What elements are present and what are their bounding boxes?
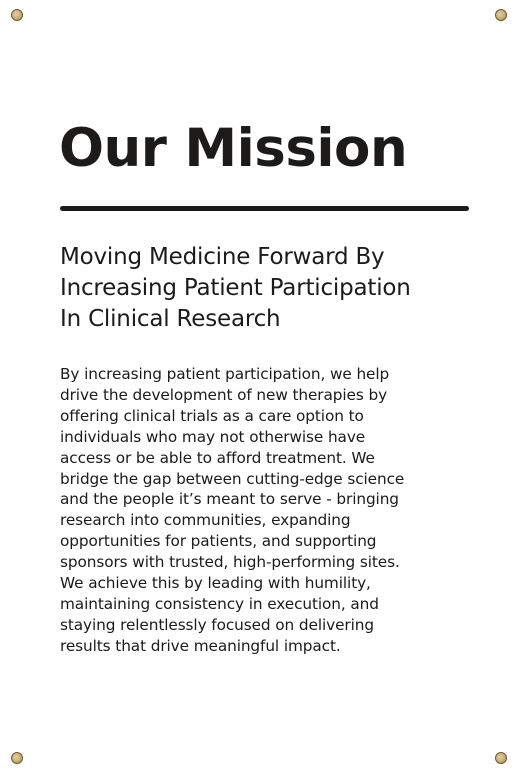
body-line: and the people it’s meant to serve - bringing [60,490,399,509]
mission-body [60,364,480,657]
subtitle-line: Increasing Patient Participation [60,275,411,301]
body-line: research into communities, expanding [60,511,351,530]
body-line: sponsors with trusted, high-performing sites. [60,553,400,572]
body-line: access or be able to afford treatment. We [60,448,375,467]
grommet-top-right [495,9,507,21]
body-line: By increasing patient participation, we help [60,365,390,383]
grommet-top-left [11,9,23,21]
body-line: maintaining consistency in execution, and [60,594,379,613]
subtitle-line: In Clinical Research [60,306,281,332]
body-line: opportunities for patients, and supporting [60,532,377,551]
body-line: individuals who may not otherwise have [60,427,366,446]
body-line: results that drive meaningful impact. [60,636,341,655]
body-line: staying relentlessly focused on delivering [60,615,374,634]
subtitle [60,242,480,335]
body-line: bridge the gap between cutting-edge science [60,469,405,488]
grommet-bottom-right [495,752,507,764]
subtitle-line: Moving Medicine Forward By [60,244,385,270]
grommet-bottom-left [11,752,23,764]
body-line: drive the development of new therapies by [60,385,388,404]
page-title: Our Mission [59,118,408,179]
title-divider [60,206,469,211]
body-line: We achieve this by leading with humility, [60,574,371,593]
body-line: offering clinical trials as a care option to [60,406,364,425]
